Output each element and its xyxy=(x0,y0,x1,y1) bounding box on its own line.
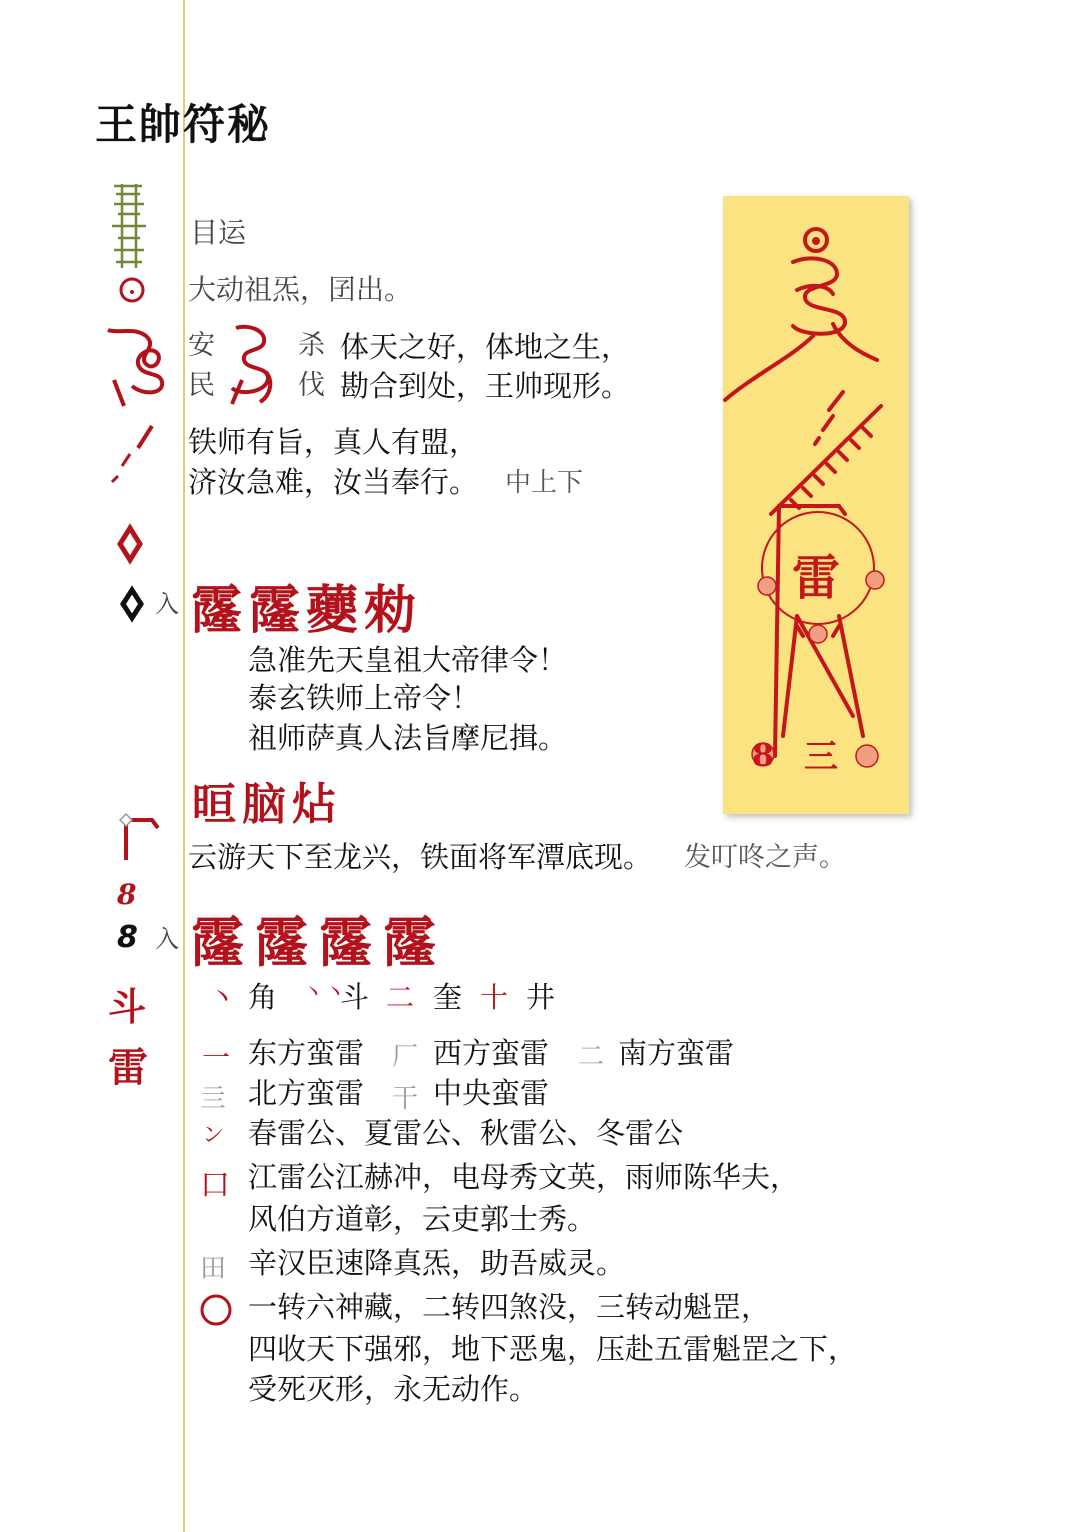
season-mark: ン xyxy=(202,1123,225,1148)
incantation-line-4: 济汝急难，汝当奉行。 xyxy=(188,465,479,499)
red-swirl-icon xyxy=(108,330,162,406)
xinhan-mark: 田 xyxy=(200,1254,227,1284)
talisman-drawing-icon xyxy=(723,196,909,814)
diamond-small-icon xyxy=(123,590,141,618)
dir-mark-east: 一 xyxy=(202,1041,231,1074)
turn-line-2: 四收天下强邪，地下恶鬼，压赴五雷魁罡之下， xyxy=(248,1332,858,1366)
decree-line-1: 急准先天皇祖大帝律令！ xyxy=(248,643,568,677)
decree-glyphs: 霳霳虁勑 xyxy=(190,580,423,641)
star-mark-2: 丶丶 xyxy=(302,981,347,1006)
star-mark-4: 十 xyxy=(480,981,509,1014)
turn-line-1: 一转六神藏，二转四煞没，三转动魁罡， xyxy=(248,1290,771,1324)
side-char-an: 安 xyxy=(188,330,215,361)
svg-text:雷: 雷 xyxy=(791,550,841,606)
dir-mark-north: 亖 xyxy=(200,1084,227,1114)
thunder-xinhan: 辛汉臣速降真炁，助吾威灵。 xyxy=(248,1246,626,1280)
decree-enter-marker: 入 xyxy=(155,590,179,618)
turn-circle-icon xyxy=(198,1292,234,1328)
side-char-min: 民 xyxy=(188,370,215,401)
green-seal-icon xyxy=(112,184,146,268)
thunder-south: 南方蛮雷 xyxy=(618,1036,735,1070)
thunder-seasons: 春雷公、夏雷公、秋雷公、冬雷公 xyxy=(248,1116,684,1150)
gods-mark: 口 xyxy=(200,1168,230,1203)
star-kui: 奎 xyxy=(433,980,463,1014)
star-mark-3: 二 xyxy=(386,981,415,1014)
decree-line-2: 泰玄铁师上帝令！ xyxy=(248,681,481,715)
intro-line-1: 目运 xyxy=(190,216,247,249)
thunder-center: 中央蛮雷 xyxy=(433,1076,550,1110)
decree-glyphs-2: 晅脑炶 xyxy=(192,779,342,830)
stroke-icon xyxy=(138,426,152,448)
star-dou: 斗 xyxy=(340,980,370,1014)
thunder-north: 北方蛮雷 xyxy=(248,1076,365,1110)
thunder-gods-2: 风伯方道彰，云吏郭士秀。 xyxy=(248,1202,597,1236)
incantation-note: 中上下 xyxy=(505,468,584,498)
dir-mark-west: 厂 xyxy=(392,1042,419,1072)
side-char-fa: 伐 xyxy=(298,370,325,401)
dir-mark-south: 二 xyxy=(578,1042,605,1072)
thunder-glyphs: 霳霳霳霳 xyxy=(190,910,446,974)
turn-line-3: 受死灭形，永无动作。 xyxy=(248,1372,539,1406)
diamond-icon xyxy=(120,528,140,560)
margin-dou: 斗 xyxy=(108,984,147,1029)
summon-note: 发叮咚之声。 xyxy=(684,842,846,873)
svg-text:三: 三 xyxy=(804,737,838,777)
incantation-line-1: 体天之好，体地之生， xyxy=(340,330,631,364)
star-jing: 井 xyxy=(526,980,556,1014)
incantation-line-2: 勘合到处，王帅现形。 xyxy=(340,369,631,403)
decree-line-3: 祖师萨真人法旨摩尼揖。 xyxy=(248,721,568,755)
eight-mark-upper: 8 xyxy=(117,878,137,911)
staff-icon xyxy=(126,820,158,860)
inline-swirl-icon xyxy=(222,320,292,410)
margin-rule xyxy=(183,0,185,1532)
star-jiao: 角 xyxy=(248,980,278,1014)
thunder-west: 西方蛮雷 xyxy=(433,1036,550,1070)
thunder-east: 东方蛮雷 xyxy=(248,1036,365,1070)
side-char-sha: 杀 xyxy=(298,330,325,361)
talisman-eight: 8 xyxy=(751,736,775,774)
intro-line-2: 大动祖炁，囝出。 xyxy=(188,273,413,306)
dir-mark-center: 干 xyxy=(392,1084,419,1114)
thunder-gods-1: 江雷公江赫冲，电母秀文英，雨师陈华夫， xyxy=(248,1160,800,1194)
thunder-enter-marker: 入 xyxy=(155,925,179,953)
incantation-line-3: 铁师有旨，真人有盟， xyxy=(188,425,479,459)
star-mark-1: 丶 xyxy=(208,981,237,1014)
eight-mark-lower: 8 xyxy=(117,920,138,955)
page-title: 王帥符秘 xyxy=(95,100,272,149)
margin-lei: 雷 xyxy=(108,1044,148,1091)
summon-line: 云游天下至龙兴，铁面将军潭底现。 xyxy=(188,840,653,874)
yellow-talisman xyxy=(723,196,909,814)
